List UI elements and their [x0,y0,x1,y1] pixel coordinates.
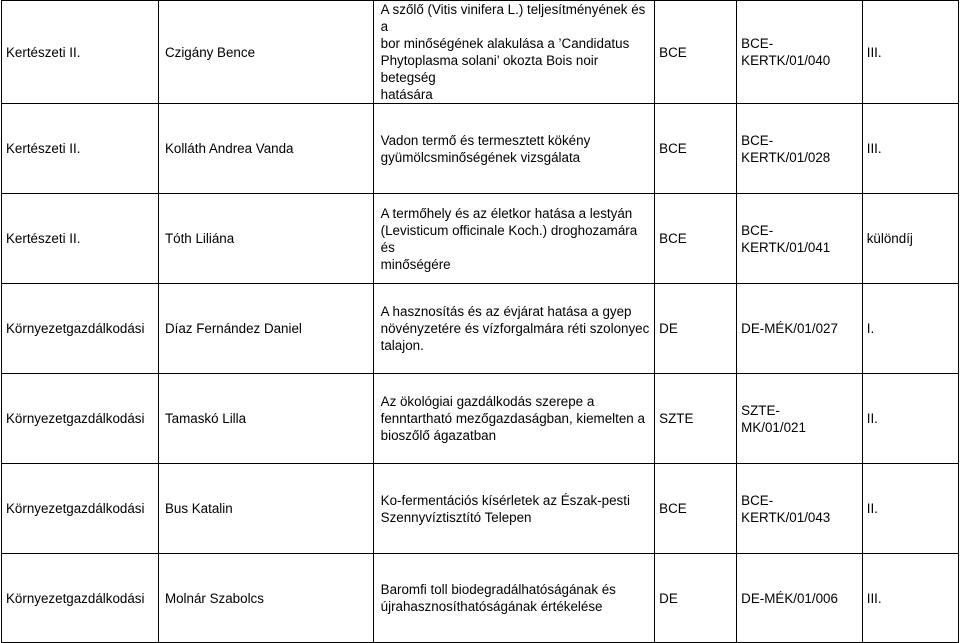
student-name-cell: Bus Katalin [158,464,373,554]
thesis-title-line: Vadon termő és termesztett kökény [380,132,591,148]
code-cell [737,464,863,554]
table-row [2,1,959,104]
table-row [2,554,959,643]
student-name-cell: Czigány Bence [158,1,373,104]
table-row [2,104,959,194]
institution-cell: BCE [655,1,737,104]
code-line: MK/01/021 [741,419,806,435]
prize-cell: III. [862,554,958,643]
section-cell: Környezetgazdálkodási [2,284,159,374]
thesis-title-line: A szőlő (Vitis vinifera L.) teljesítményének és a [380,2,646,34]
thesis-title-line: bioszőlő ágazatban [380,428,497,443]
thesis-title-line: Phytoplasma solani’ okozta Bois noir betegség [380,53,599,85]
results-table-body [2,1,959,643]
table-row [2,374,959,464]
student-name-cell: Molnár Szabolcs [158,554,373,643]
thesis-title-line: Baromfi toll biodegradálhatóságának és [380,582,616,597]
student-name-cell: Kolláth Andrea Vanda [158,104,373,194]
thesis-title-line: bor minőségének alakulása a ’Candidatus [380,36,630,51]
thesis-title-cell [373,464,655,554]
thesis-title-line: (Levisticum officinale Koch.) droghozamára és [380,222,638,255]
table-row [2,464,959,554]
prize-cell: II. [862,374,958,464]
section-cell: Környezetgazdálkodási [2,464,159,554]
code-line: DE-MÉK/01/006 [741,590,838,606]
prize-cell: I. [862,284,958,374]
thesis-title-line: Szennyvíztisztító Telepen [380,509,532,525]
section-cell: Környezetgazdálkodási [2,374,159,464]
student-name-cell: Tamaskó Lilla [158,374,373,464]
code-line: KERTK/01/041 [741,239,831,255]
section-cell: Kertészeti II. [2,104,159,194]
thesis-title-line: A termőhely és az életkor hatása a lestyán [380,205,633,221]
prize-cell: különdíj [862,194,958,284]
institution-cell: BCE [655,464,737,554]
thesis-title-cell [373,284,655,374]
student-name-cell: Tóth Liliána [158,194,373,284]
prize-cell: II. [862,464,958,554]
institution-cell: DE [655,554,737,643]
table-row [2,284,959,374]
thesis-title-line: újrahasznosíthatóságának értékelése [380,599,603,614]
thesis-title-line: fenntartható mezőgazdaságban, kiemelten a [380,411,645,426]
thesis-title-cell [373,1,655,104]
code-line: KERTK/01/040 [741,53,831,68]
code-line: DE-MÉK/01/027 [741,321,838,336]
institution-cell: DE [655,284,737,374]
institution-cell: BCE [655,194,737,284]
thesis-title-line: Az ökológiai gazdálkodás szerepe a [380,394,595,409]
thesis-title-cell [373,104,655,194]
thesis-title-line: hatására [380,87,433,102]
institution-cell: SZTE [655,374,737,464]
table-row [2,194,959,284]
thesis-title-cell [373,194,655,284]
thesis-title-line: minőségére [380,256,451,272]
code-cell [737,554,863,643]
code-cell [737,1,863,104]
thesis-title-line: gyümölcsminőségének vizsgálata [380,149,581,165]
code-line: BCE- [741,222,774,238]
thesis-title-line: A hasznosítás és az évjárat hatása a gyep [380,304,632,319]
thesis-title-line: talajon. [380,338,424,353]
institution-cell: BCE [655,104,737,194]
code-line: BCE- [741,36,774,51]
student-name-cell: Díaz Fernández Daniel [158,284,373,374]
code-cell [737,374,863,464]
code-cell [737,284,863,374]
code-cell [737,104,863,194]
code-line: BCE- [741,132,774,148]
prize-cell: III. [862,1,958,104]
prize-cell: III. [862,104,958,194]
thesis-title-line: növényzetére és vízforgalmára réti szolonyec [380,321,650,336]
thesis-title-cell [373,374,655,464]
section-cell: Környezetgazdálkodási [2,554,159,643]
thesis-title-line: Ko-fermentációs kísérletek az Észak-pesti [380,492,630,508]
thesis-title-cell [373,554,655,643]
section-cell: Kertészeti II. [2,194,159,284]
code-line: KERTK/01/043 [741,509,831,525]
code-line: SZTE- [741,402,780,418]
code-line: KERTK/01/028 [741,149,831,165]
code-cell [737,194,863,284]
section-cell: Kertészeti II. [2,1,159,104]
code-line: BCE- [741,492,774,508]
results-table [1,0,959,643]
